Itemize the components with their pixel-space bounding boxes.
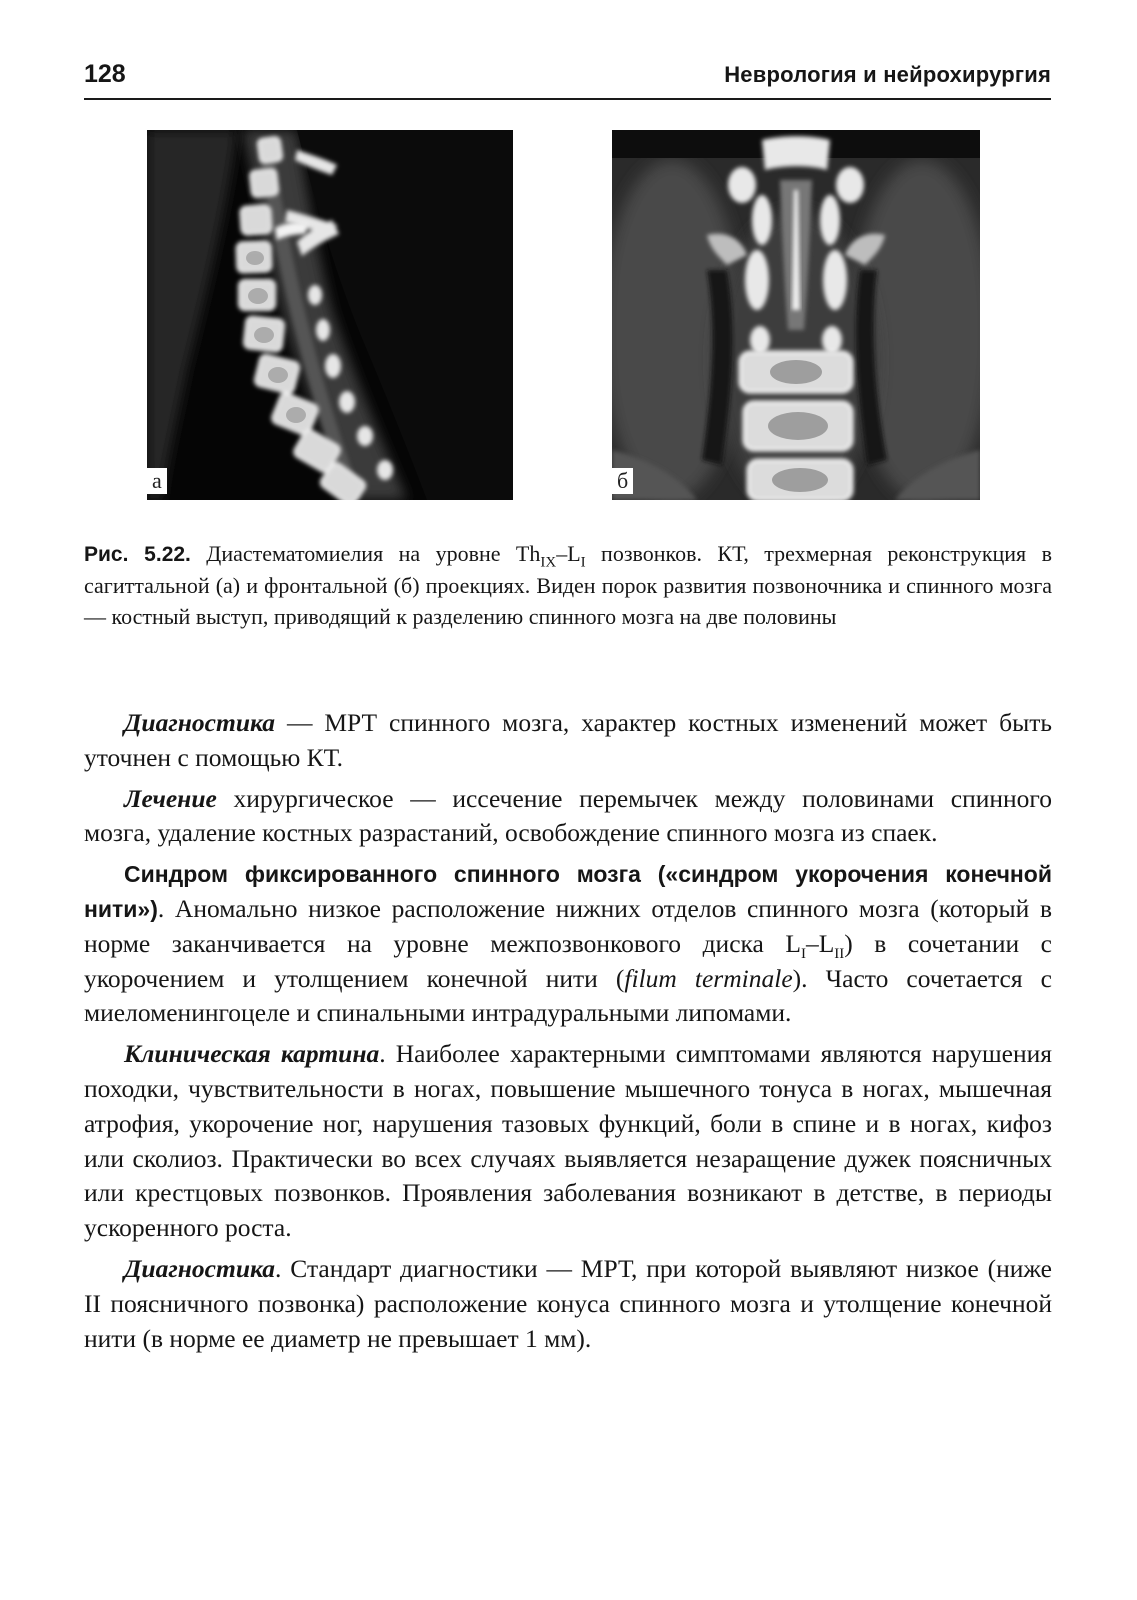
section-heading: Синдром фиксированного спинного мозга («синдром укорочения конечной нити») (84, 861, 1052, 922)
paragraph-text: . Стандарт диагностики — МРТ, при которой выявляют низкое (ниже II поясничного позвонка) расположение конуса спинного мозга и утолщение конечной нити (в норме ее диаметр не превышает 1 мм). (84, 1253, 1052, 1353)
subscript: II (834, 945, 845, 962)
caption-text-1: Диастематомиелия на уровне Th (190, 541, 541, 566)
page-header (84, 60, 1051, 100)
paragraph-treatment (84, 782, 1052, 852)
body-text (84, 706, 1052, 1362)
term-diagnostics: Диагностика (124, 708, 276, 737)
ct-frontal-drawing (612, 130, 980, 500)
panel-label-b: б (612, 468, 633, 494)
running-title: Неврология и нейрохирургия (724, 62, 1051, 87)
page-number: 128 (84, 60, 126, 88)
paragraph-diagnostics-1 (84, 706, 1052, 776)
caption-dash: –L (556, 541, 581, 566)
term-diagnostics: Диагностика (124, 1253, 276, 1283)
term-treatment: Лечение (124, 783, 217, 813)
caption-label: Рис. 5.22. (84, 543, 191, 566)
paragraph-text: хирургическое — иссечение перемычек между половинами спинного мозга, удаление костных разрастаний, освобождение спинного мозга из спаек. (84, 783, 1052, 848)
paragraph-text: . Аномально низкое расположение нижних отделов спинного мозга (который в норме заканчивается на уровне межпозвонкового диска L (84, 893, 1052, 958)
ct-image-frontal (612, 130, 980, 500)
caption-sub-1: IX (540, 554, 557, 571)
figure-caption (84, 538, 1052, 632)
paragraph-text: –L (805, 928, 835, 958)
paragraph-text: ). Часто сочетается с миеломенингоцеле и спинальными интрадуральными липомами. (84, 963, 1052, 1028)
term-clinical-picture: Клиническая картина (124, 1039, 380, 1069)
ct-image-sagittal (147, 130, 513, 500)
paragraph-text: — МРТ спинного мозга, характер костных изменений может быть уточнен с помощью КТ. (84, 708, 1052, 772)
paragraph-clinical-picture (84, 1037, 1052, 1246)
caption-sub-2: I (580, 554, 586, 571)
paragraph-diagnostics-2 (84, 1252, 1052, 1356)
caption-text-2: позвонков. КТ, трехмерная реконструкция в сагиттальной (а) и фронтальной (б) проекциях. Виден порок развития позвоночника и спинного мозга — костный выступ, приводящий к разделению спинного мозга на две половины (84, 541, 1052, 629)
subscript: I (800, 945, 806, 962)
latin-term: filum terminale (624, 963, 793, 993)
paragraph-tethered-cord (84, 857, 1052, 1031)
panel-label-a: а (147, 468, 167, 494)
paragraph-text: ) в сочетании с укорочением и утолщением конечной нити ( (84, 928, 1052, 993)
paragraph-text: . Наиболее характерными симптомами являются нарушения походки, чувствительности в ногах, повышение мышечного тонуса в ногах, мышечная атрофия, укорочение ног, нарушения тазовых функций, боли в спине и в ногах, кифоз или сколиоз. Практически во всех случаях выявляется незаращение дужек поясничных или крестцовых позвонков. Проявления заболевания возникают в детстве, в периоды ускоренного роста. (84, 1039, 1052, 1243)
ct-sagittal-drawing (147, 130, 513, 500)
